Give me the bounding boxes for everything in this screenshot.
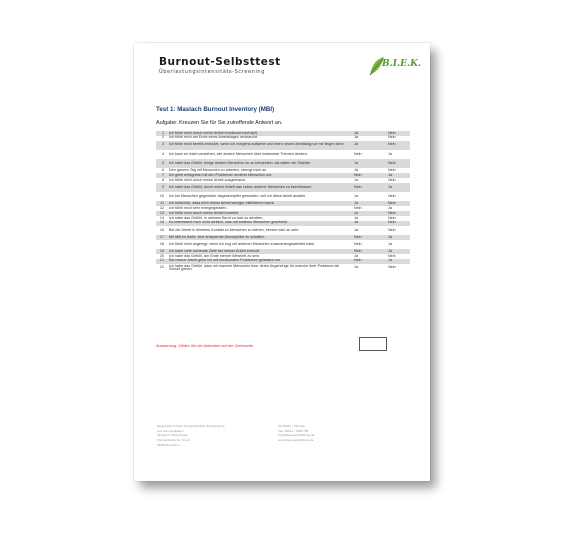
footer-address-line: und Kommunikation <box>157 428 184 433</box>
answer-option-2[interactable]: Ja <box>388 172 392 177</box>
answer-option-2[interactable]: Nein <box>388 210 396 215</box>
question-number: 10 <box>159 193 164 198</box>
answer-option-2[interactable]: Nein <box>388 135 396 140</box>
answer-option-1[interactable]: Ja <box>354 200 358 205</box>
question-text: Ich habe viele lohnende Ziele bei meiner Arbeit erreicht. <box>169 248 261 253</box>
question-number: 21 <box>159 258 164 263</box>
question-text: Ich bin Menschen gegenüber abgestumpfter geworden, seit ich diese Arbeit ausübe. <box>169 193 307 198</box>
answer-option-2[interactable]: Ja <box>388 258 392 263</box>
answer-option-1[interactable]: Nein <box>354 258 362 263</box>
question-text: Ich fühle mich durch meine Arbeit frustriert. <box>169 210 240 215</box>
answer-option-2[interactable]: Nein <box>388 265 396 270</box>
answer-option-2[interactable]: Nein <box>388 220 396 225</box>
answer-option-1[interactable]: Ja <box>354 130 358 135</box>
question-text: Ich fühle mich sehr energiegeladen. <box>169 205 228 210</box>
answer-option-2[interactable]: Nein <box>388 160 396 165</box>
question-number: 17 <box>159 234 164 239</box>
footer-address <box>157 424 224 447</box>
question-text: Ich habe das Gefühl, durch meine Arbeit das Leben anderer Menschen zu beeinflussen. <box>169 184 313 189</box>
question-row <box>156 150 410 159</box>
answer-option-1[interactable]: Ja <box>354 142 358 147</box>
footer-address-line: Bergstraßen Institut für ganzheitliche Entspannung <box>157 424 225 428</box>
question-text: Ich fühle mich am Ende eines Arbeitstages verbraucht. <box>169 135 259 140</box>
biek-logo <box>368 55 420 79</box>
footer-contact-line: www.biek-weiterbildung.de <box>278 437 314 442</box>
answer-option-1[interactable]: Ja <box>354 160 358 165</box>
answer-option-2[interactable]: Ja <box>388 234 392 239</box>
answer-option-1[interactable]: Ja <box>354 220 358 225</box>
question-number: 12 <box>159 205 164 210</box>
answer-option-1[interactable]: Ja <box>354 210 358 215</box>
answer-option-1[interactable]: Ja <box>354 135 358 140</box>
question-number: 2 <box>161 135 164 140</box>
question-row <box>156 192 410 201</box>
brand-subtitle: Überlastungsintensitäts-Screening <box>159 69 265 75</box>
question-text: Ich fühle mich angeregt, wenn ich eng mit anderen Menschen zusammengearbeitet habe. <box>169 241 316 246</box>
question-number: 8 <box>161 177 164 182</box>
question-text: Bei der Arbeit in direktem Kontakt zu Menschen zu stehen, stresst mich zu sehr. <box>169 227 300 232</box>
answer-option-2[interactable]: Nein <box>388 177 396 182</box>
answer-option-2[interactable]: Nein <box>388 167 396 172</box>
answer-option-2[interactable]: Ja <box>388 241 392 246</box>
question-number: 6 <box>161 167 164 172</box>
answer-option-2[interactable]: Ja <box>388 248 392 253</box>
footer-address-line: Inhaberin: Silvia Dyeke <box>157 433 188 438</box>
answer-option-2[interactable]: Ja <box>388 151 392 156</box>
question-number: 4 <box>161 151 164 156</box>
question-row <box>156 226 410 235</box>
footer-contact <box>278 424 314 443</box>
answer-option-1[interactable]: Ja <box>354 265 358 270</box>
answer-option-1[interactable]: Ja <box>354 253 358 258</box>
answer-option-1[interactable]: Nein <box>354 234 362 239</box>
answer-option-2[interactable]: Ja <box>388 205 392 210</box>
test-title: Test 1: Maslach Burnout Inventory (MBI) <box>156 106 275 113</box>
question-number: 3 <box>161 142 164 147</box>
question-number: 18 <box>159 241 164 246</box>
answer-option-1[interactable]: Nein <box>354 241 362 246</box>
footer-address-line: 64625 Bensheim <box>157 442 180 447</box>
question-number: 11 <box>160 200 164 205</box>
answer-option-1[interactable]: Ja <box>354 177 358 182</box>
question-text: Ich habe das Gefühl, in meinem Beruf zu hart zu arbeiten. <box>169 215 264 220</box>
answer-option-1[interactable]: Ja <box>354 193 358 198</box>
question-row <box>156 159 410 168</box>
answer-option-1[interactable]: Ja <box>354 227 358 232</box>
question-number: 14 <box>159 215 164 220</box>
question-row <box>156 141 410 150</box>
evaluation-note: Auswertung: Zählen Sie die Antworten auf der Greenseite <box>156 344 253 348</box>
question-text: Ich habe das Gefühl, einige andere Menschen so zu behandeln, als wären sie Objekte. <box>169 160 311 165</box>
footer-address-line: Prinzenstraße Str. 10-12 <box>157 437 190 442</box>
question-text: Den ganzen Tag mit Menschen zu arbeiten, strengt mich an. <box>169 167 268 172</box>
question-text: Mir fällt es leicht, eine entspannte Atmosphäre zu schaffen. <box>169 234 266 239</box>
question-text: Ich habe das Gefühl, am Ende meiner Weisheit zu sein. <box>169 253 260 258</box>
question-row <box>156 235 410 240</box>
answer-option-1[interactable]: Nein <box>354 172 362 177</box>
answer-option-1[interactable]: Nein <box>354 184 362 189</box>
question-row <box>156 240 410 249</box>
answer-option-2[interactable]: Nein <box>388 227 396 232</box>
question-text: Ich fühle mich bereits ermüdet, wenn ich morgens aufstehe und einen neuen Arbeitstag vor mir liegen sehe. <box>169 142 345 147</box>
answer-option-1[interactable]: Nein <box>354 248 362 253</box>
brand-title: Burnout-Selbsttest <box>159 56 281 68</box>
question-number: 9 <box>161 184 164 189</box>
answer-option-2[interactable]: Nein <box>388 142 396 147</box>
answer-option-2[interactable]: Nein <box>388 215 396 220</box>
question-text: Bei meiner Arbeit gehe ich mit emotionalen Problemen gelassen um. <box>169 258 281 263</box>
question-number: 5 <box>161 160 164 165</box>
question-number: 16 <box>159 227 164 232</box>
question-text: Ich habe das Gefühl, dass mir manche Menschen bzw. deren Angehörige für manche ihrer Probleme die Schuld geben. <box>169 263 340 272</box>
question-text: Es interessiert mich nicht wirklich, was mit anderen Menschen geschieht. <box>169 220 289 225</box>
question-number: 7 <box>161 172 164 177</box>
answer-option-1[interactable]: Ja <box>354 215 358 220</box>
question-text: Ich fühle mich durch meine Arbeit emotional erschöpft. <box>169 130 258 135</box>
question-row <box>156 178 410 183</box>
questionnaire-table <box>156 131 410 273</box>
answer-option-2[interactable]: Nein <box>388 200 396 205</box>
question-row <box>156 136 410 141</box>
logo-text: B.I.E.K. <box>382 59 422 69</box>
score-box[interactable] <box>359 337 387 351</box>
question-number: 19 <box>159 248 164 253</box>
answer-option-2[interactable]: Nein <box>388 253 396 258</box>
question-number: 20 <box>159 253 164 258</box>
question-number: 1 <box>161 130 164 135</box>
question-text: Ich fühle mich durch meine Arbeit ausgebrannt. <box>169 177 247 182</box>
question-text: Ich kann es leicht verstehen, wie andere Menschen über bestimmte Themen denken. <box>169 151 308 156</box>
question-text: Ich gehe erfolgreich mit den Problemen anderer Menschen um. <box>169 172 273 177</box>
footer-contact-line: Fax: 06251 - 7890 765 <box>278 428 309 433</box>
question-row <box>156 221 410 226</box>
question-number: 13 <box>159 210 164 215</box>
question-text: Ich befürchte, dass mich meine Arbeit weniger mitfühlend macht. <box>169 200 275 205</box>
answer-option-2[interactable]: Nein <box>388 193 396 198</box>
answer-option-2[interactable]: Nein <box>388 130 396 135</box>
document-page <box>134 43 430 481</box>
question-number: 15 <box>159 220 164 225</box>
question-number: 22 <box>159 265 164 270</box>
answer-option-1[interactable]: Nein <box>354 205 362 210</box>
footer-contact-line: Tel 06251 - 790 494 <box>278 424 305 428</box>
answer-option-1[interactable]: Nein <box>354 151 362 156</box>
question-row <box>156 183 410 192</box>
footer-contact-line: info@biek-weiterbildung.de <box>278 433 315 438</box>
answer-option-1[interactable]: Ja <box>354 167 358 172</box>
task-instruction: Aufgabe: Kreuzen Sie für Sie zutreffende Antwort an. <box>156 120 283 126</box>
answer-option-2[interactable]: Ja <box>388 184 392 189</box>
question-row <box>156 264 410 273</box>
